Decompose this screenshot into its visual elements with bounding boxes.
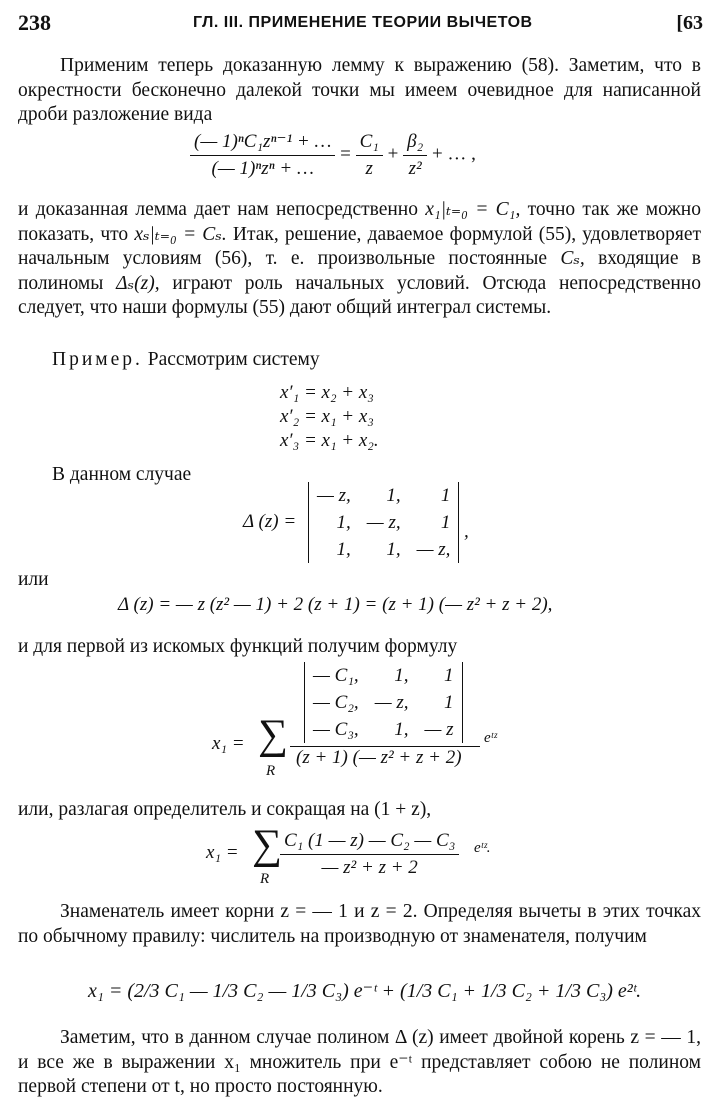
- determinant-row: [305, 662, 462, 689]
- delta-lhs: Δ (z) =: [243, 511, 297, 532]
- determinant-row: [309, 482, 458, 509]
- determinant-cell: 1: [444, 691, 454, 713]
- expansion-fraction: $\frac{\text{(— 1)ⁿC₁zⁿ⁻¹ + …}}{\text{(— 1)ⁿzⁿ + …}}$: [190, 130, 335, 180]
- section-mark: [63: [676, 12, 703, 34]
- determinant-cell: — z,: [317, 484, 351, 506]
- system-eq-1: x′₁ = x₂ + x₃: [280, 382, 374, 403]
- determinant-cell: 1: [440, 484, 451, 506]
- page-number: 238: [18, 10, 51, 35]
- det-trailing-comma: ,: [464, 521, 469, 542]
- determinant-cell: 1: [444, 664, 454, 686]
- determinant-cell: — z,: [366, 511, 401, 533]
- running-title: ГЛ. III. ПРИМЕНЕНИЕ ТЕОРИИ ВЫЧЕТОВ: [193, 14, 533, 31]
- summation-sign: ∑: [258, 712, 288, 758]
- determinant-cell: 1,: [336, 511, 351, 533]
- page-header: [18, 10, 703, 40]
- delta-expanded: Δ (z) = — z (z² — 1) + 2 (z + 1) = (z + 1) (— z² + z + 2),: [118, 594, 553, 615]
- determinant-cell: — C₁,: [313, 664, 359, 686]
- first-function-text: и для первой из искомых функций получим формулу: [18, 636, 458, 657]
- summation-sign-2: ∑: [252, 822, 282, 868]
- system-eq-3: x′₃ = x₁ + x₂.: [280, 430, 379, 451]
- x1-lhs-2: x₁ =: [206, 842, 239, 863]
- determinant-cell: — C₂,: [313, 691, 359, 713]
- determinant-cell: — z,: [374, 691, 409, 713]
- determinant-cell: 1,: [394, 718, 409, 740]
- determinant-x1: [304, 662, 463, 743]
- roots-paragraph: Знаменатель имеет корни z = — 1 и z = 2. Определяя вычеты в этих точках по обычному правилу: числитель на производную от знаменателя, получим: [18, 901, 701, 947]
- summation-index-2: R: [260, 871, 270, 887]
- determinant-cell: — z,: [416, 538, 451, 560]
- determinant-delta: [308, 482, 459, 563]
- determinant-cell: 1,: [386, 484, 401, 506]
- determinant-row: [305, 716, 462, 743]
- system-eq-2: x′₂ = x₁ + x₃: [280, 406, 374, 427]
- summation-index: R: [266, 763, 276, 779]
- expansion-formula: $\frac{\text{(— 1)ⁿC₁zⁿ⁻¹ + …}}{\text{(— 1)ⁿzⁿ + …}}$ = $\frac{\text{C₁}}{z}$ + $\frac{\text{β₂}}{\text{z²}}$ + … ,: [190, 130, 476, 180]
- determinant-cell: — z: [424, 718, 454, 740]
- x1-denominator: (z + 1) (— z² + z + 2): [296, 747, 462, 768]
- determinant-cell: 1,: [386, 538, 401, 560]
- x1-fraction-2: $\frac{\text{C₁ (1 — z) — C₂ — C₃}}{\text{— z² + z + 2}}$: [280, 830, 459, 879]
- example-heading: Пример. Рассмотрим систему: [52, 349, 320, 370]
- exp-factor: eᵗᶻ: [484, 730, 497, 746]
- determinant-row: [309, 509, 458, 536]
- final-formula: x₁ = (2/3 C₁ — 1/3 C₂ — 1/3 C₃) e⁻ᵗ + (1/3 C₁ + 1/3 C₂ + 1/3 C₃) e²ᵗ.: [88, 980, 642, 1002]
- determinant-cell: — C₃,: [313, 718, 359, 740]
- determinant-cell: 1,: [336, 538, 351, 560]
- or-label-1: или: [18, 569, 49, 590]
- expand-text: или, разлагая определитель и сокращая на (1 + z),: [18, 799, 432, 820]
- paragraph-conditions: и доказанная лемма дает нам непосредственно x₁|ₜ₌₀ = C₁, точно так же можно показать, что xₛ|ₜ₌₀ = Cₛ. Итак, решение, даваемое формулой (55), удовлетворяет начальным условиям (56), т. е. произвольные постоянные Cₛ, входящие в полиномы Δₛ(z), играют роль начальных условий. Отсюда непосредственно следует, что наши формулы (55) дают общий интеграл системы.: [18, 199, 702, 318]
- in-this-case: В данном случае: [52, 464, 192, 485]
- determinant-cell: 1: [440, 511, 451, 533]
- final-paragraph: Заметим, что в данном случае полином Δ (z) имеет двойной корень z = — 1, и все же в выражении x₁ множитель при e⁻ᵗ представляет собою не полином первой степени от t, но просто постоянную.: [18, 1027, 701, 1097]
- determinant-row: [305, 689, 462, 716]
- paragraph-lemma: Применим теперь доказанную лемму к выражению (58). Заметим, что в окрестности бесконечно далекой точки мы имеем очевидное для написанной дроби разложение вида: [18, 55, 701, 125]
- determinant-row: [309, 536, 458, 563]
- determinant-cell: 1,: [394, 664, 409, 686]
- exp-factor-2: eᵗᶻ.: [474, 840, 491, 856]
- x1-lhs: x₁ =: [212, 733, 245, 754]
